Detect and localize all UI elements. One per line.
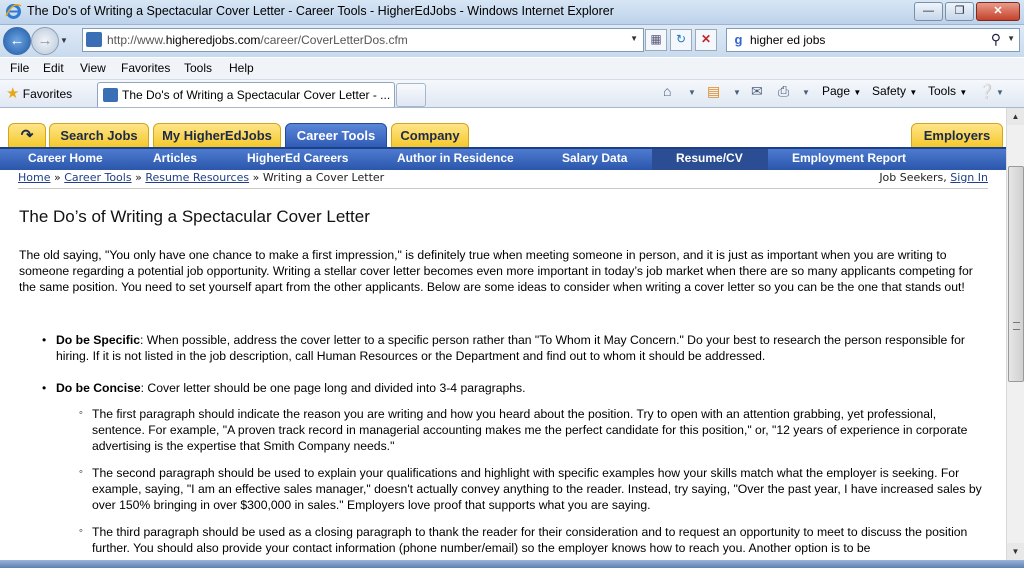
curved-arrow-icon[interactable]: ↷ [8, 123, 46, 147]
page-title: The Do’s of Writing a Spectacular Cover Letter [19, 207, 370, 226]
print-icon[interactable]: ⎙ [778, 83, 790, 99]
subnav-resume-cv[interactable]: Resume/CV [676, 151, 743, 165]
maximize-button[interactable]: ❐ [945, 2, 974, 21]
breadcrumb-current: Writing a Cover Letter [262, 171, 385, 184]
breadcrumb-resume-resources[interactable]: Resume Resources [145, 171, 250, 184]
tab-company[interactable]: Company [391, 123, 469, 147]
minimize-button[interactable]: — [914, 2, 943, 21]
breadcrumb: Home » Career Tools » Resume Resources » Writing a Cover Letter Job Seekers, Sign In [18, 171, 988, 184]
star-icon: ★ [6, 85, 20, 102]
intro-paragraph: The old saying, "You only have one chance to make a first impression," is definitely true when meeting someone in person, and it is just as important when you are writing to someone regarding a potential job opportunity. Writing a stellar cover letter becomes even more important in today’s job market when there are so many applicants competing for the same position. You need to set yourself apart from the other applicants. Below are some ideas to consider when writing a cover letter so you can be the one that stands out! [19, 248, 973, 295]
title-bar [0, 0, 1024, 25]
list-item: • Do be Concise: Cover letter should be one page long and divided into 3-4 paragraphs. [42, 381, 526, 395]
tab-employers[interactable]: Employers [911, 123, 1003, 147]
compatibility-view-icon[interactable]: ▦ [645, 29, 667, 51]
safety-menu[interactable]: Safety ▼ [872, 84, 918, 98]
subnav-articles[interactable]: Articles [153, 151, 198, 165]
list-item: • Do be Specific: When possible, address the cover letter to a specific person rather than "To Whom it May Concern." Do your best to research the person responsible for hiring. If it is not listed in the job description, call Human Resources or the Department and find out to whom it should be addressed. [42, 333, 965, 364]
tab-career-tools[interactable]: Career Tools [285, 123, 387, 147]
home-dropdown-icon[interactable]: ▼ [688, 88, 696, 97]
tab-search-jobs[interactable]: Search Jobs [49, 123, 149, 147]
page-content [0, 108, 1006, 560]
window-title: The Do's of Writing a Spectacular Cover Letter - Career Tools - HigherEdJobs - Windows Internet Explorer [27, 4, 614, 18]
page-menu[interactable]: Page ▼ [822, 84, 862, 98]
subnav-employment-report[interactable]: Employment Report [792, 151, 907, 165]
breadcrumb-career-tools[interactable]: Career Tools [64, 171, 132, 184]
stop-icon[interactable]: ✕ [695, 29, 717, 51]
mail-icon[interactable]: ✉ [751, 83, 763, 99]
menu-file[interactable]: File [10, 61, 30, 75]
sub-list-item: ◦ The second paragraph should be used to explain your qualifications and highlight with specific examples how your skills match what the employer is seeking. For example, saying, "I am an effective sales manager," doesn't actually convey anything to the reader. Instead, try saying, "Over the past year, I have increased sales by over 150% bringing in over $300,000 in sales." Employers love proof that supports what you are saying. [79, 466, 982, 513]
page-icon [86, 32, 102, 47]
recent-pages-dropdown[interactable]: ▼ [60, 36, 68, 45]
subnav-author-in-residence[interactable]: Author in Residence [397, 151, 514, 165]
search-input[interactable] [726, 28, 1020, 52]
print-dropdown-icon[interactable]: ▼ [802, 88, 810, 97]
sub-list-item: ◦ The first paragraph should indicate the reason you are writing and how you heard about the position. Try to open with an attention grabbing, yet professional, sentence. For example, "A proven track record in managerial accounting makes me the perfect candidate for this position," or, "12 years of experience in corporate advertising is the expertise that Smith Company needs." [79, 407, 968, 454]
menu-favorites[interactable]: Favorites [121, 61, 171, 75]
address-toolbar [0, 25, 1024, 57]
menu-bar [0, 58, 1024, 80]
address-input[interactable] [82, 28, 644, 52]
bullet-icon: • [42, 381, 47, 395]
tools-menu[interactable]: Tools ▼ [928, 84, 968, 98]
feeds-icon[interactable]: ▤ [707, 83, 721, 99]
sign-in-link[interactable]: Sign In [950, 171, 988, 184]
vertical-scrollbar[interactable] [1006, 108, 1024, 560]
search-options-icon[interactable]: ▼ [1007, 34, 1015, 43]
refresh-icon[interactable]: ↻ [670, 29, 692, 51]
tab-title: The Do's of Writing a Spectacular Cover Letter - ... [122, 88, 391, 102]
circle-bullet-icon: ◦ [79, 407, 83, 419]
account-links: Job Seekers, Sign In [879, 171, 988, 184]
tab-my-higheredjobs[interactable]: My HigherEdJobs [153, 123, 281, 147]
scroll-thumb[interactable] [1008, 166, 1024, 382]
circle-bullet-icon: ◦ [79, 525, 83, 537]
menu-help[interactable]: Help [229, 61, 254, 75]
close-button[interactable]: ✕ [976, 2, 1020, 21]
subnav-highered-careers[interactable]: HigherEd Careers [247, 151, 349, 165]
search-query: higher ed jobs [750, 33, 826, 47]
forward-arrow-icon: → [37, 32, 53, 49]
tab-page-icon [103, 88, 118, 102]
address-dropdown-icon[interactable]: ▼ [630, 34, 638, 43]
scroll-down-icon[interactable]: ▼ [1007, 543, 1024, 560]
career-subnav [0, 147, 1006, 170]
url-text: http://www.higheredjobs.com/career/CoverLetterDos.cfm [107, 33, 408, 47]
divider [18, 188, 988, 189]
back-button[interactable] [3, 27, 31, 55]
forward-button[interactable] [31, 27, 59, 55]
menu-tools[interactable]: Tools [184, 61, 213, 75]
scroll-up-icon[interactable]: ▲ [1007, 108, 1024, 125]
bullet-icon: • [42, 333, 47, 347]
internet-explorer-icon [5, 3, 22, 20]
favorites-bar [0, 80, 1024, 108]
sub-list-item: ◦ The third paragraph should be used as a closing paragraph to thank the reader for their consideration and to request an opportunity to meet to discuss the position further. You should also provide your contact information (phone number/email) so the employer knows how to reach you. Another option is to be [79, 525, 968, 556]
help-icon[interactable]: ❔ [978, 83, 996, 99]
feeds-dropdown-icon[interactable]: ▼ [733, 88, 741, 97]
menu-edit[interactable]: Edit [43, 61, 64, 75]
new-tab-button[interactable] [396, 83, 426, 107]
home-icon[interactable]: ⌂ [663, 83, 672, 99]
menu-view[interactable]: View [80, 61, 106, 75]
back-arrow-icon: ← [9, 32, 25, 49]
grip-icon [1013, 322, 1020, 330]
site-tabs [0, 123, 1006, 147]
search-icon[interactable]: ⚲ [990, 31, 1001, 47]
taskbar [0, 560, 1024, 568]
subnav-career-home[interactable]: Career Home [28, 151, 103, 165]
google-icon: g [734, 32, 743, 47]
browser-tab[interactable] [97, 82, 395, 107]
circle-bullet-icon: ◦ [79, 466, 83, 478]
subnav-salary-data[interactable]: Salary Data [562, 151, 628, 165]
favorites-button[interactable]: ★ Favorites [6, 85, 73, 102]
breadcrumb-home[interactable]: Home [18, 171, 51, 184]
help-dropdown-icon[interactable]: ▼ [996, 88, 1004, 97]
